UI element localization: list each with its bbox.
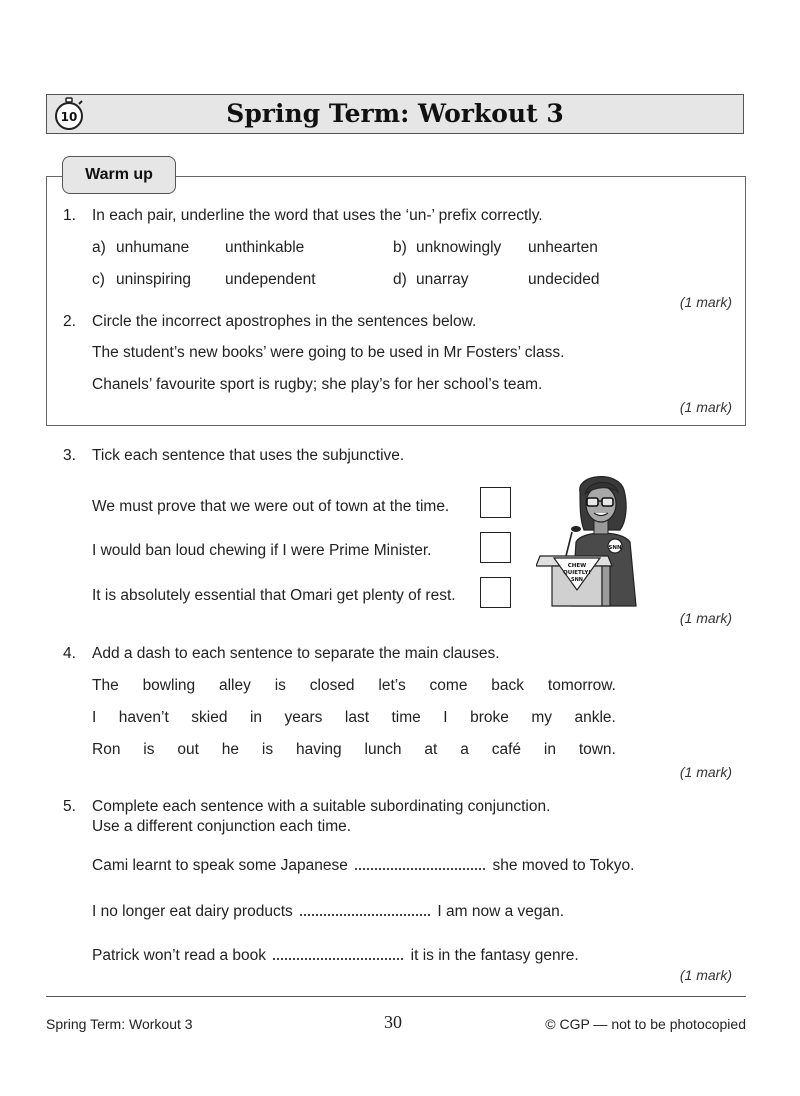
q5-number: 5.	[63, 798, 76, 815]
tick-box[interactable]	[480, 487, 511, 518]
q3-prompt: Tick each sentence that uses the subjunctive.	[92, 447, 405, 464]
q2-prompt: Circle the incorrect apostrophes in the sentences below.	[92, 313, 477, 330]
word: haven’t	[118, 709, 169, 726]
q5-sentence	[92, 854, 634, 875]
q1-prompt: In each pair, underline the word that uses the ‘un-’ prefix correctly.	[92, 207, 543, 224]
answer-blank[interactable]	[273, 944, 403, 960]
sentence-start: Cami learnt to speak some Japanese	[92, 857, 348, 874]
word: bowling	[142, 677, 196, 694]
q4-sentence[interactable]	[92, 709, 616, 727]
word: in	[543, 741, 556, 758]
q3-mark: (1 mark)	[679, 610, 732, 626]
word: out	[177, 741, 199, 758]
q1-pair-letter: b)	[393, 239, 407, 256]
warm-up-tab: Warm up	[62, 156, 176, 194]
word: Ron	[92, 741, 121, 758]
word: at	[424, 741, 438, 758]
sign-text: CHEW	[567, 563, 587, 569]
word: last	[344, 709, 370, 726]
word: he	[221, 741, 240, 758]
timer-minutes: 10	[60, 110, 78, 124]
sentence-start: I no longer eat dairy products	[92, 903, 293, 920]
sign-text: SNN	[571, 577, 583, 583]
q5-prompt: Use a different conjunction each time.	[92, 818, 352, 835]
answer-blank[interactable]	[355, 854, 485, 870]
q1-pair-word[interactable]: unknowingly	[416, 239, 502, 256]
word: broke	[470, 709, 509, 726]
tick-box[interactable]	[480, 577, 511, 608]
word: is	[274, 677, 286, 694]
sign-text: QUIETLY!	[563, 570, 591, 576]
q1-pair-word[interactable]: unthinkable	[225, 239, 305, 256]
word: time	[391, 709, 421, 726]
word: having	[295, 741, 342, 758]
q2-number: 2.	[63, 313, 76, 330]
q3-sentence: It is absolutely essential that Omari get plenty of rest.	[92, 587, 456, 604]
q1-pair-word[interactable]: unhumane	[116, 239, 190, 256]
word: in	[249, 709, 263, 726]
word: years	[284, 709, 323, 726]
word: is	[261, 741, 274, 758]
word: I	[443, 709, 448, 726]
footer-right: © CGP — not to be photocopied	[545, 1016, 746, 1032]
word: back	[491, 677, 525, 694]
q4-prompt: Add a dash to each sentence to separate the main clauses.	[92, 645, 500, 662]
q2-sentence[interactable]: Chanels’ favourite sport is rugby; she play’s for her school’s team.	[92, 376, 543, 393]
page-title: Spring Term: Workout 3	[226, 99, 564, 128]
q4-sentence[interactable]	[92, 677, 616, 695]
tick-box[interactable]	[480, 532, 511, 563]
q1-pair-word[interactable]: undecided	[528, 271, 600, 288]
q1-pair-word[interactable]: unhearten	[528, 239, 598, 256]
word: a	[460, 741, 469, 758]
sentence-start: Patrick won’t read a book	[92, 947, 267, 964]
q3-sentence: We must prove that we were out of town at the time.	[92, 498, 450, 515]
word: lunch	[364, 741, 402, 758]
word: let’s	[378, 677, 406, 694]
q1-mark: (1 mark)	[679, 294, 732, 310]
word: ankle.	[574, 709, 616, 726]
q5-sentence	[92, 900, 564, 921]
word: come	[429, 677, 468, 694]
title-bar	[46, 94, 744, 134]
answer-blank[interactable]	[300, 900, 430, 916]
word: my	[531, 709, 553, 726]
word: The	[92, 677, 119, 694]
word: closed	[309, 677, 355, 694]
q1-pair-word[interactable]: uninspiring	[116, 271, 191, 288]
page-number: 30	[384, 1012, 402, 1032]
footer-left: Spring Term: Workout 3	[46, 1016, 193, 1032]
q1-number: 1.	[63, 207, 76, 224]
q1-pair-letter: a)	[92, 239, 106, 256]
podium-speaker-illustration	[536, 472, 642, 610]
word: town.	[578, 741, 616, 758]
q4-mark: (1 mark)	[679, 764, 732, 780]
q3-number: 3.	[63, 447, 76, 464]
word: café	[491, 741, 522, 758]
q4-number: 4.	[63, 645, 76, 662]
q5-mark: (1 mark)	[679, 967, 732, 983]
q2-mark: (1 mark)	[679, 399, 732, 415]
q5-prompt: Complete each sentence with a suitable subordinating conjunction.	[92, 798, 551, 815]
badge-text: SNN	[608, 545, 622, 551]
word: tomorrow.	[547, 677, 616, 694]
q4-sentence[interactable]	[92, 741, 616, 759]
word: is	[143, 741, 155, 758]
q1-pair-word[interactable]: undependent	[225, 271, 316, 288]
word: skied	[191, 709, 228, 726]
sentence-end: I am now a vegan.	[437, 903, 565, 920]
q1-pair-letter: c)	[92, 271, 105, 288]
sentence-end: it is in the fantasy genre.	[410, 947, 579, 964]
word: I	[92, 709, 97, 726]
q3-sentence: I would ban loud chewing if I were Prime Minister.	[92, 542, 432, 559]
word: alley	[218, 677, 251, 694]
sentence-end: she moved to Tokyo.	[492, 857, 635, 874]
footer-rule	[46, 996, 746, 997]
q1-pair-word[interactable]: unarray	[416, 271, 469, 288]
q2-sentence[interactable]: The student’s new books’ were going to be used in Mr Fosters’ class.	[92, 344, 565, 361]
q1-pair-letter: d)	[393, 271, 407, 288]
q5-sentence	[92, 944, 579, 965]
